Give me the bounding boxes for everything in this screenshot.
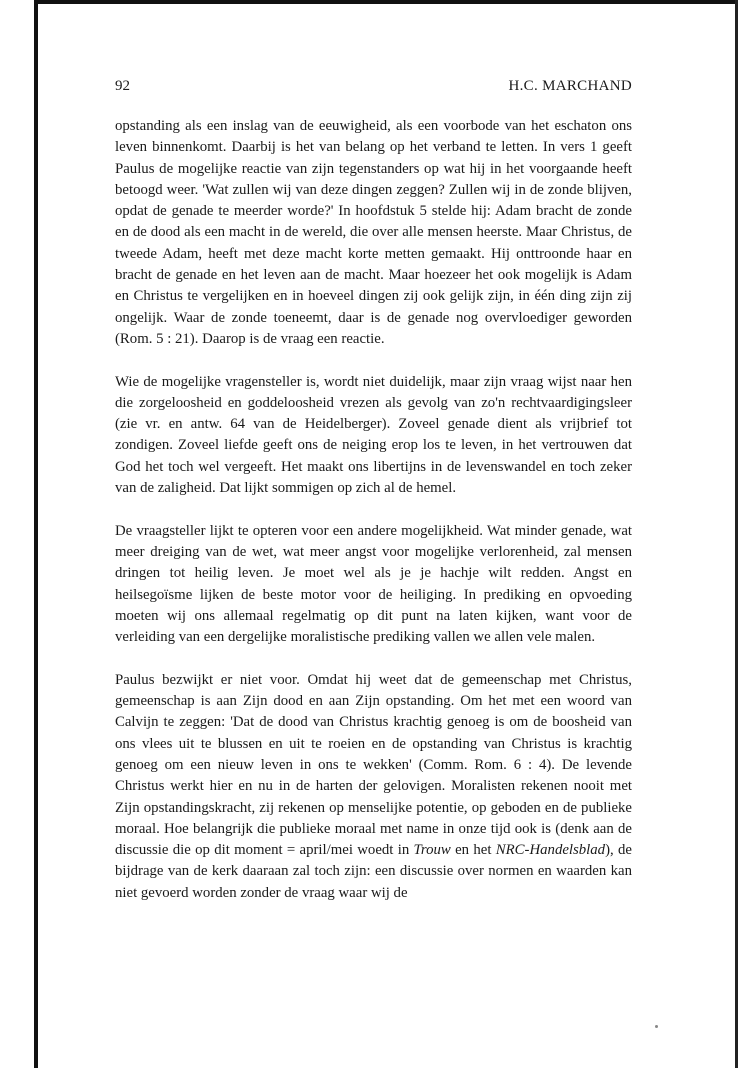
italic-text: Trouw (413, 842, 451, 859)
page-number: 92 (115, 78, 130, 94)
paragraph-2 (115, 372, 632, 500)
paragraph-1 (115, 116, 632, 350)
scan-speck (655, 1025, 658, 1028)
scan-border-left (34, 0, 38, 1068)
italic-text: NRC-Handelsblad (495, 842, 606, 859)
text-run: Paulus bezwijkt er niet voor. Omdat hij weet dat de gemeenschap met Christus, gemeenschap is aan Zijn dood en aan Zijn opstanding. Om het met een woord van Calvijn te zeggen: 'Dat de dood van Christus krachtig genoeg is om de boosheid van ons vlees uit te blussen en uit te roeien en de opstanding van Christus is krachtig genoeg om een nieuw leven in ons te wekken' (Comm. Rom. 6 : 4). De levende Christus werkt hier en nu in de harten der gelovigen. Moralisten rekenen nooit met Zijn opstandingskracht, zij rekenen op menselijke potentie, op geboden en de publieke moraal. Hoe belangrijk die publieke moraal met name in onze tijd ook is (denk aan de discussie die op dit moment = april/mei woedt in (115, 671, 632, 859)
scan-border-top (34, 0, 738, 4)
text-run: Wie de mogelijke vragensteller is, wordt niet duidelijk, maar zijn vraag wijst naar hen die zorgeloosheid en goddeloosheid vrezen als gevolg van zo'n rechtvaardigingsleer (zie vr. en antw. 64 van de Heidelberger). Zoveel genade dient als vrijbrief tot zondigen. Zoveel liefde geeft ons de neiging erop los te leven, in het vertrouwen dat God het toch wel vergeeft. Het maakt ons libertijns in de levenswandel en toch zeker van de zaligheid. Dat lijkt sommigen op zich al de hemel. (115, 373, 632, 497)
text-run: opstanding als een inslag van de eeuwigheid, als een voorbode van het eschaton ons leven binnenkomt. Daarbij is het van belang op het verband te letten. In vers 1 geeft Paulus de mogelijke reactie van zijn tegenstanders op wat hij in het voorgaande heeft betoogd weer. 'Wat zullen wij van deze dingen zeggen? Zullen wij in de zonde blijven, opdat de genade te meerder worde?' In hoofdstuk 5 stelde hij: Adam bracht de zonde en de dood als een macht in de wereld, die over alle mensen heerste. Maar Christus, de tweede Adam, heeft met deze macht korte metten gemaakt. Hij onttroonde haar en bracht de genade en het leven aan de macht. Maar hoezeer het ook mogelijk is Adam en Christus te vergelijken en in hoeveel dingen zij ook gelijk zijn, in één ding zijn zij ongelijk. Waar de zonde toeneemt, daar is de genade nog overvloediger geworden (Rom. 5 : 21). Daarop is de vraag een reactie. (115, 118, 632, 347)
text-run: en het (450, 842, 496, 859)
text-run: ), de bijdrage van de kerk daaraan zal toch zijn: een discussie over normen en waarden kan niet gevoerd worden zonder de vraag waar wij de (115, 842, 632, 901)
paragraph-4 (115, 670, 632, 904)
body-text (115, 116, 632, 925)
running-head: H.C. MARCHAND (508, 78, 632, 94)
paragraph-3 (115, 521, 632, 649)
page-header (115, 78, 632, 98)
text-run: De vraagsteller lijkt te opteren voor een andere mogelijkheid. Wat minder genade, wat meer dreiging van de wet, wat meer angst voor mogelijke verlorenheid, zal mensen dringen tot heilig leven. Je moet wel als je je hachje wilt redden. Angst en heilsegoïsme lijken de beste motor voor de heiliging. In prediking en opvoeding moeten wij ons allemaal regelmatig op dit punt na laten kijken, want voor de verleiding van een dergelijke moralistische prediking vallen we allen vele malen. (115, 522, 632, 646)
